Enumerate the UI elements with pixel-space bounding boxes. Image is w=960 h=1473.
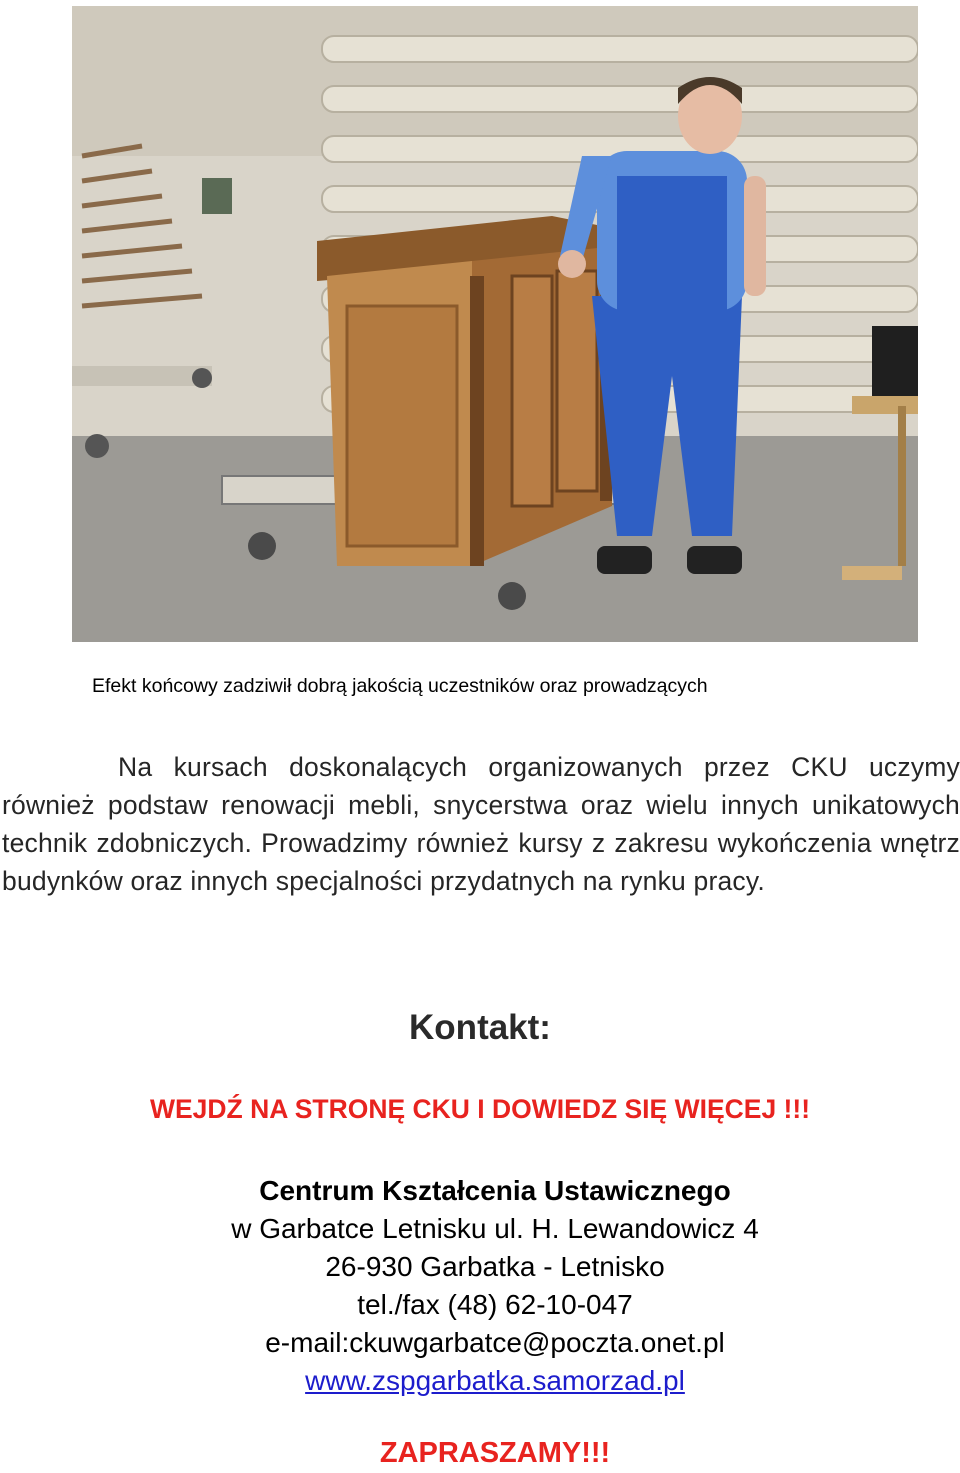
photo-caption: Efekt końcowy zadziwił dobrą jakością uczestników oraz prowadzących	[92, 675, 708, 697]
website-call-to-action: WEJDŹ NA STRONĘ CKU I DOWIEDZ SIĘ WIĘCEJ !!!	[149, 1094, 811, 1124]
contact-address-block	[0, 1172, 960, 1400]
phone-fax: tel./fax (48) 62-10-047	[357, 1289, 633, 1320]
street-address: w Garbatce Letnisku ul. H. Lewandowicz 4	[231, 1213, 759, 1244]
website-link[interactable]: www.zspgarbatka.samorzad.pl	[305, 1365, 685, 1396]
contact-heading: Kontakt:	[409, 1008, 551, 1047]
email-address: e-mail:ckuwgarbatce@poczta.onet.pl	[265, 1327, 725, 1358]
organization-name: Centrum Kształcenia Ustawicznego	[259, 1175, 731, 1206]
workshop-photo	[72, 6, 918, 642]
workshop-photo-illustration	[72, 6, 918, 642]
course-description: Na kursach doskonalących organizowanych przez CKU uczymy również podstaw renowacji mebli, snycerstwa oraz wielu innych unikatowych technik zdobniczych. Prowadzimy również kursy z zakresu wykończenia wnętrz budynków oraz innych specjalności przydatnych na rynku pracy.	[2, 752, 960, 896]
postal-city: 26-930 Garbatka - Letnisko	[325, 1251, 665, 1282]
invitation-text: ZAPRASZAMY!!!	[379, 1437, 611, 1469]
